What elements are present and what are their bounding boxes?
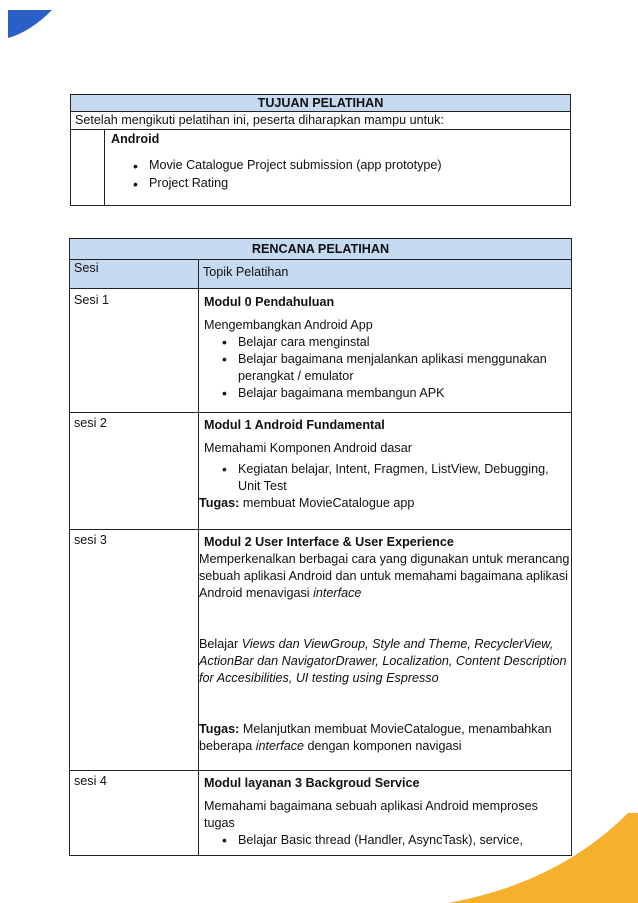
tujuan-subject: Android bbox=[111, 132, 160, 146]
list-item: • Belajar cara menginstal bbox=[238, 334, 551, 351]
module-desc: Memahami bagaimana sebuah aplikasi Android memproses tugas bbox=[204, 799, 538, 830]
module-title: Modul 0 Pendahuluan bbox=[204, 295, 335, 309]
column-header-topik: Topik Pelatihan bbox=[199, 260, 572, 289]
module-desc: Mengembangkan Android App bbox=[204, 318, 373, 332]
list-item: • Movie Catalogue Project submission (app prototype) bbox=[149, 158, 564, 172]
table-row bbox=[70, 289, 572, 413]
sesi-label: sesi 3 bbox=[70, 530, 199, 771]
task-text: Tugas: membuat MovieCatalogue app bbox=[199, 496, 415, 510]
table-row bbox=[70, 771, 572, 856]
list-item: • Belajar bagaimana menjalankan aplikasi menggunakan perangkat / emulator bbox=[238, 351, 551, 385]
module-desc: Memahami Komponen Android dasar bbox=[204, 441, 412, 455]
table-row bbox=[70, 413, 572, 530]
sesi-label: sesi 4 bbox=[70, 771, 199, 856]
sesi-label: sesi 2 bbox=[70, 413, 199, 530]
tujuan-content bbox=[105, 130, 571, 206]
tujuan-intro: Setelah mengikuti pelatihan ini, peserta diharapkan mampu untuk: bbox=[71, 112, 571, 130]
list-item: • Kegiatan belajar, Intent, Fragmen, ListView, Debugging, Unit Test bbox=[238, 461, 555, 495]
corner-decoration-blue bbox=[0, 0, 54, 40]
tujuan-table bbox=[70, 94, 571, 206]
sesi-label: Sesi 1 bbox=[70, 289, 199, 413]
module-title: Modul 2 User Interface & User Experience bbox=[204, 535, 454, 549]
task-text: Tugas: Melanjutkan membuat MovieCatalogue, menambahkan beberapa interface dengan komponen navigasi bbox=[199, 722, 552, 753]
list-item: • Project Rating bbox=[149, 176, 564, 190]
table-row bbox=[70, 530, 572, 771]
module-title: Modul 1 Android Fundamental bbox=[204, 418, 385, 432]
list-item: • Belajar Basic thread (Handler, AsyncTask), service, bbox=[238, 832, 541, 849]
rencana-title: RENCANA PELATIHAN bbox=[70, 239, 572, 260]
module-title: Modul layanan 3 Backgroud Service bbox=[204, 776, 420, 790]
list-item: • Belajar bagaimana membangun APK bbox=[238, 385, 551, 402]
tujuan-title: TUJUAN PELATIHAN bbox=[71, 95, 571, 112]
column-header-sesi: Sesi bbox=[70, 260, 199, 289]
learn-text: Belajar Views dan ViewGroup, Style and Theme, RecyclerView, ActionBar dan NavigatorDrawer, Localization, Content Description for Accesibilities, UI testing using Espresso bbox=[199, 637, 567, 685]
rencana-table bbox=[69, 238, 572, 856]
module-desc: Memperkenalkan berbagai cara yang digunakan untuk merancang sebuah aplikasi Android dan untuk memahami bagaimana aplikasi Android menavigasi interface bbox=[199, 552, 570, 600]
